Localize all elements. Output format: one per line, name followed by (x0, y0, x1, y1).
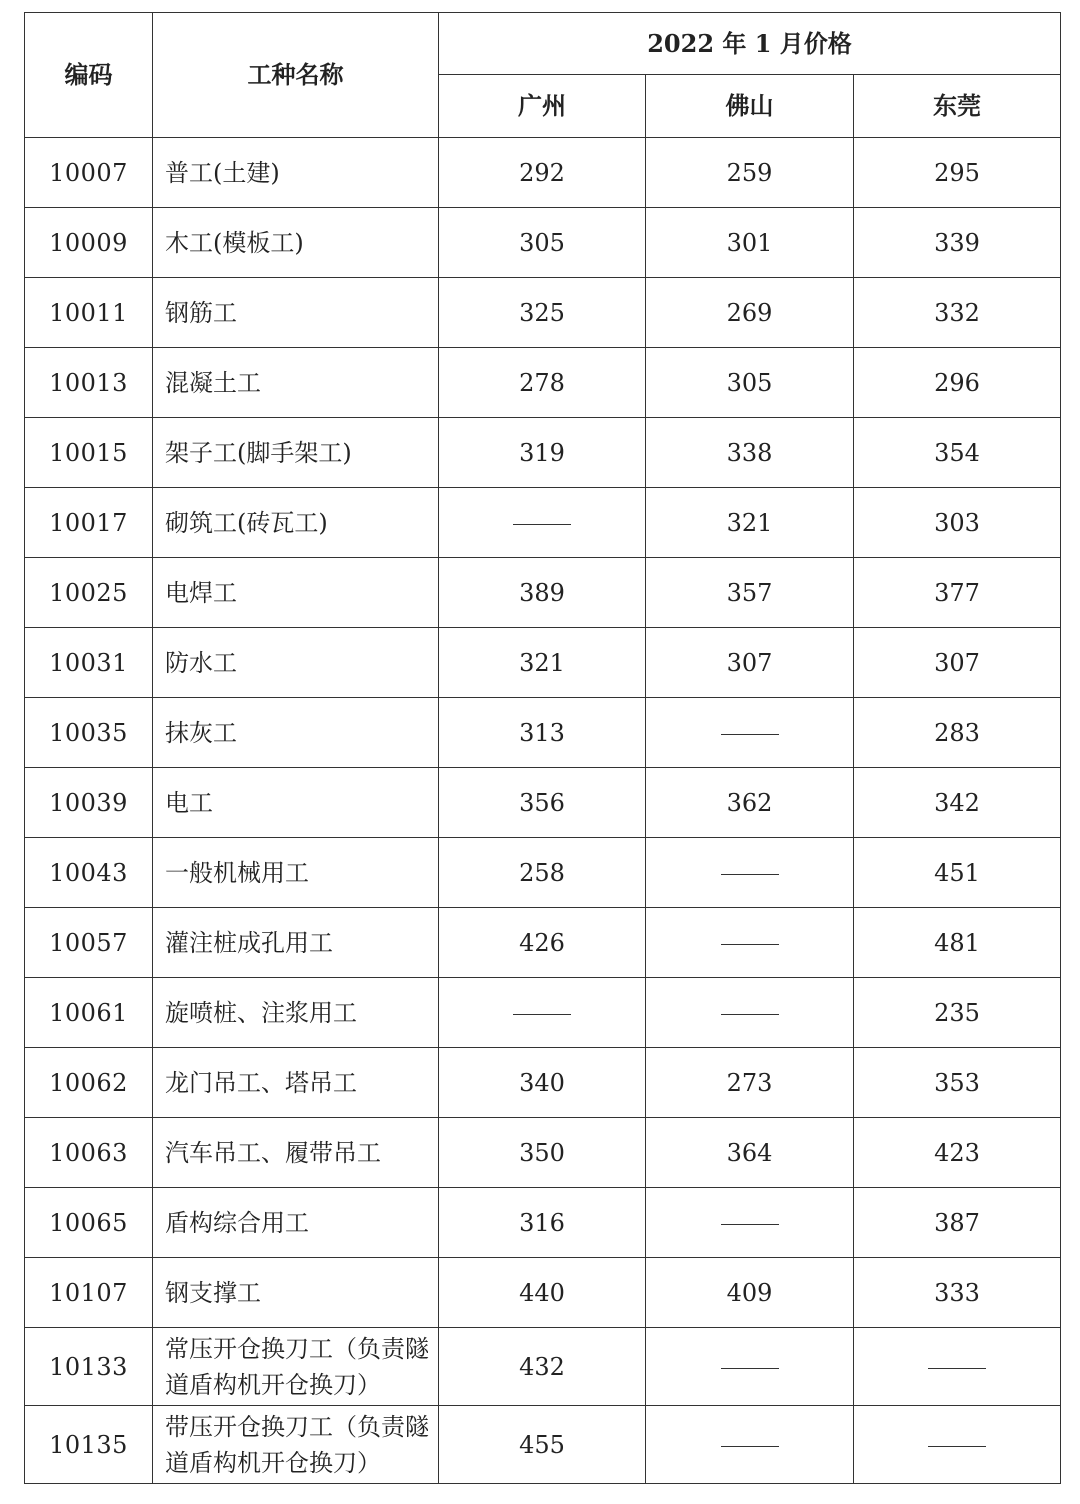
cell-code: 10061 (25, 978, 153, 1048)
cell-price: 307 (646, 628, 854, 698)
cell-code: 10017 (25, 488, 153, 558)
cell-price (646, 698, 854, 768)
table-row (25, 278, 1061, 348)
cell-price: 296 (854, 348, 1061, 418)
cell-price (646, 838, 854, 908)
cell-job-name: 一般机械用工 (153, 838, 439, 908)
cell-code: 10025 (25, 558, 153, 628)
cell-price: 292 (439, 138, 646, 208)
cell-price: 362 (646, 768, 854, 838)
cell-price (439, 978, 646, 1048)
no-data-dash (721, 944, 779, 945)
cell-job-name: 砌筑工(砖瓦工) (153, 488, 439, 558)
cell-price: 307 (854, 628, 1061, 698)
cell-price: 305 (646, 348, 854, 418)
no-data-dash (928, 1368, 986, 1369)
wage-price-table (24, 12, 1061, 1484)
cell-price (646, 908, 854, 978)
table-row (25, 208, 1061, 278)
no-data-dash (721, 1446, 779, 1447)
cell-price: 316 (439, 1188, 646, 1258)
table-row (25, 768, 1061, 838)
cell-price: 377 (854, 558, 1061, 628)
no-data-dash (721, 1014, 779, 1015)
cell-price: 321 (439, 628, 646, 698)
table-row (25, 978, 1061, 1048)
cell-price (646, 978, 854, 1048)
cell-price: 258 (439, 838, 646, 908)
table-row (25, 1258, 1061, 1328)
cell-price (854, 1328, 1061, 1406)
table-row (25, 1328, 1061, 1406)
cell-code: 10043 (25, 838, 153, 908)
cell-price: 278 (439, 348, 646, 418)
cell-price (646, 1406, 854, 1484)
table-row (25, 348, 1061, 418)
cell-code: 10133 (25, 1328, 153, 1406)
cell-code: 10135 (25, 1406, 153, 1484)
cell-job-name: 旋喷桩、注浆用工 (153, 978, 439, 1048)
cell-price: 451 (854, 838, 1061, 908)
table-row (25, 908, 1061, 978)
table-row (25, 138, 1061, 208)
cell-code: 10063 (25, 1118, 153, 1188)
cell-price: 273 (646, 1048, 854, 1118)
column-header-period: 2022 年 1 月价格 (439, 13, 1061, 75)
table-row (25, 698, 1061, 768)
table-row (25, 488, 1061, 558)
table-row (25, 1048, 1061, 1118)
column-header-city: 广州 (439, 75, 646, 138)
cell-code: 10039 (25, 768, 153, 838)
table-row (25, 628, 1061, 698)
cell-code: 10015 (25, 418, 153, 488)
no-data-dash (513, 524, 571, 525)
cell-price: 387 (854, 1188, 1061, 1258)
cell-price: 303 (854, 488, 1061, 558)
cell-job-name: 架子工(脚手架工) (153, 418, 439, 488)
cell-price (854, 1406, 1061, 1484)
cell-price: 426 (439, 908, 646, 978)
cell-price: 409 (646, 1258, 854, 1328)
cell-job-name: 盾构综合用工 (153, 1188, 439, 1258)
cell-price: 340 (439, 1048, 646, 1118)
no-data-dash (721, 874, 779, 875)
cell-price: 313 (439, 698, 646, 768)
cell-price: 342 (854, 768, 1061, 838)
cell-code: 10062 (25, 1048, 153, 1118)
cell-price: 339 (854, 208, 1061, 278)
cell-code: 10011 (25, 278, 153, 348)
cell-job-name: 防水工 (153, 628, 439, 698)
cell-job-name: 电焊工 (153, 558, 439, 628)
cell-price: 269 (646, 278, 854, 348)
cell-price: 338 (646, 418, 854, 488)
cell-price: 432 (439, 1328, 646, 1406)
cell-price: 295 (854, 138, 1061, 208)
cell-price: 259 (646, 138, 854, 208)
cell-job-name: 钢支撑工 (153, 1258, 439, 1328)
cell-price: 353 (854, 1048, 1061, 1118)
cell-price: 325 (439, 278, 646, 348)
cell-job-name: 龙门吊工、塔吊工 (153, 1048, 439, 1118)
cell-price: 356 (439, 768, 646, 838)
cell-price: 389 (439, 558, 646, 628)
cell-price: 332 (854, 278, 1061, 348)
cell-code: 10009 (25, 208, 153, 278)
column-header-name: 工种名称 (153, 13, 439, 138)
table-row (25, 838, 1061, 908)
cell-job-name: 汽车吊工、履带吊工 (153, 1118, 439, 1188)
cell-code: 10031 (25, 628, 153, 698)
cell-price: 357 (646, 558, 854, 628)
header-row-1 (25, 13, 1061, 75)
cell-price: 305 (439, 208, 646, 278)
cell-code: 10057 (25, 908, 153, 978)
cell-price: 350 (439, 1118, 646, 1188)
cell-job-name: 带压开仓换刀工（负责隧道盾构机开仓换刀） (153, 1406, 439, 1484)
no-data-dash (721, 1368, 779, 1369)
no-data-dash (721, 734, 779, 735)
cell-price: 364 (646, 1118, 854, 1188)
no-data-dash (721, 1224, 779, 1225)
cell-job-name: 木工(模板工) (153, 208, 439, 278)
cell-price (439, 488, 646, 558)
cell-price: 423 (854, 1118, 1061, 1188)
column-header-code: 编码 (25, 13, 153, 138)
column-header-city: 东莞 (854, 75, 1061, 138)
table-row (25, 558, 1061, 628)
table-row (25, 418, 1061, 488)
table-row (25, 1118, 1061, 1188)
cell-job-name: 混凝土工 (153, 348, 439, 418)
cell-price: 321 (646, 488, 854, 558)
cell-price: 333 (854, 1258, 1061, 1328)
cell-price: 481 (854, 908, 1061, 978)
cell-job-name: 普工(土建) (153, 138, 439, 208)
cell-code: 10013 (25, 348, 153, 418)
column-header-city: 佛山 (646, 75, 854, 138)
cell-price: 354 (854, 418, 1061, 488)
cell-code: 10007 (25, 138, 153, 208)
cell-price (646, 1188, 854, 1258)
no-data-dash (513, 1014, 571, 1015)
cell-price: 440 (439, 1258, 646, 1328)
cell-job-name: 钢筋工 (153, 278, 439, 348)
table-row (25, 1188, 1061, 1258)
cell-job-name: 抹灰工 (153, 698, 439, 768)
cell-code: 10035 (25, 698, 153, 768)
cell-job-name: 灌注桩成孔用工 (153, 908, 439, 978)
no-data-dash (928, 1446, 986, 1447)
cell-price: 301 (646, 208, 854, 278)
cell-code: 10065 (25, 1188, 153, 1258)
cell-price (646, 1328, 854, 1406)
cell-job-name: 电工 (153, 768, 439, 838)
cell-price: 235 (854, 978, 1061, 1048)
cell-price: 283 (854, 698, 1061, 768)
cell-price: 455 (439, 1406, 646, 1484)
cell-price: 319 (439, 418, 646, 488)
cell-code: 10107 (25, 1258, 153, 1328)
table-row (25, 1406, 1061, 1484)
cell-job-name: 常压开仓换刀工（负责隧道盾构机开仓换刀） (153, 1328, 439, 1406)
table-body (25, 138, 1061, 1484)
